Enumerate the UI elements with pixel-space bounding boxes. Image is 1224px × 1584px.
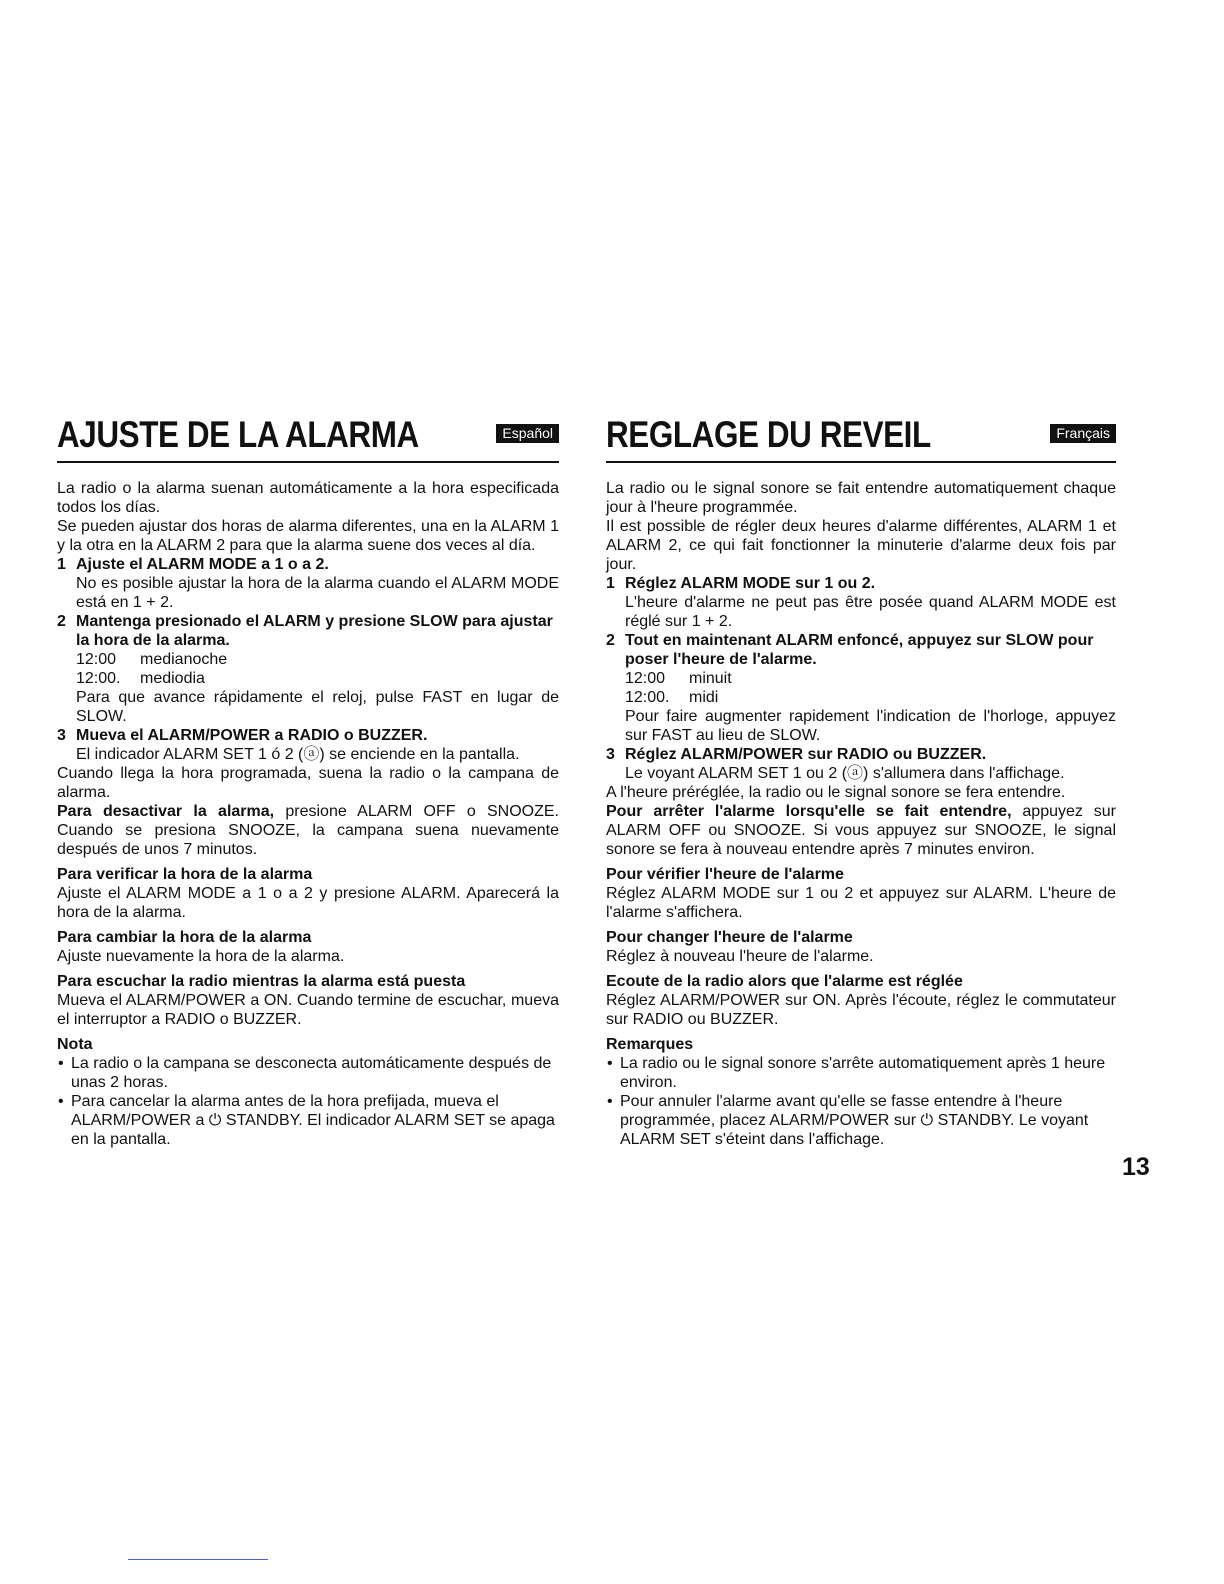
page-title: REGLAGE DU REVEIL <box>606 414 931 455</box>
section-header <box>606 412 1116 463</box>
page-number: 13 <box>1122 1153 1150 1181</box>
deactivate-text: presione ALARM OFF o SNOOZE. Cuando se presiona SNOOZE, la campana suena nuevamente después de unos 7 minutos. <box>57 803 560 858</box>
time-label: mediodia <box>140 670 205 687</box>
step-heading: Réglez ALARM MODE sur 1 ou 2. <box>625 575 876 592</box>
step-text: No es posible ajustar la hora de la alarma cuando el ALARM MODE está en 1 + 2. <box>76 575 559 611</box>
time-label: minuit <box>689 670 732 687</box>
language-badge: Español <box>496 424 559 443</box>
step-3 <box>57 726 559 764</box>
change-text: Ajuste nuevamente la hora de la alarma. <box>57 948 345 965</box>
step-text: El indicador ALARM SET 1 ó 2 (ⓐ) se enciende en la pantalla. <box>76 746 520 763</box>
step-text: L'heure d'alarme ne peut pas être posée quand ALARM MODE est réglé sur 1 + 2. <box>625 594 1116 630</box>
spanish-column <box>57 412 559 1149</box>
time-row <box>606 688 1116 707</box>
after-paragraph: Cuando llega la hora programada, suena la radio o la campana de alarma. <box>57 765 559 801</box>
time-row <box>606 669 1116 688</box>
section-body <box>606 479 1116 1149</box>
intro-paragraph: La radio ou le signal sonore se fait entendre automatiquement chaque jour à l'heure programmée. <box>606 480 1116 516</box>
step-2 <box>57 612 559 726</box>
step-3 <box>606 745 1116 783</box>
notes-list <box>57 1054 559 1149</box>
verify-text: Ajuste el ALARM MODE a 1 o a 2 y presione ALARM. Aparecerá la hora de la alarma. <box>57 885 559 921</box>
deactivate-heading: Para desactivar la alarma, <box>57 803 275 820</box>
step-heading: Ajuste el ALARM MODE a 1 o a 2. <box>76 556 329 573</box>
step-1 <box>606 574 1116 631</box>
step-text: Le voyant ALARM SET 1 ou 2 (ⓐ) s'allumera dans l'affichage. <box>625 765 1065 782</box>
step-number: 3 <box>606 746 615 763</box>
after-paragraph: A l'heure préréglée, la radio ou le signal sonore se fera entendre. <box>606 784 1066 801</box>
change-heading: Para cambiar la hora de la alarma <box>57 929 312 946</box>
step-2 <box>606 631 1116 745</box>
language-badge: Français <box>1050 424 1116 443</box>
notes-list <box>606 1054 1116 1149</box>
listen-heading: Ecoute de la radio alors que l'alarme est réglée <box>606 973 963 990</box>
listen-heading: Para escuchar la radio mientras la alarma está puesta <box>57 973 466 990</box>
change-text: Réglez à nouveau l'heure de l'alarme. <box>606 948 874 965</box>
page-title: AJUSTE DE LA ALARMA <box>57 414 419 455</box>
step-number: 2 <box>606 632 615 649</box>
time-row <box>57 669 559 688</box>
french-column <box>606 412 1116 1149</box>
change-heading: Pour changer l'heure de l'alarme <box>606 929 853 946</box>
step-heading: Réglez ALARM/POWER sur RADIO ou BUZZER. <box>625 746 987 763</box>
time-value: 12:00 <box>625 670 666 687</box>
listen-text: Mueva el ALARM/POWER a ON. Cuando termine de escuchar, mueva el interruptor a RADIO o BUZZER. <box>57 992 559 1028</box>
deactivate-text: appuyez sur ALARM OFF ou SNOOZE. Si vous appuyez sur SNOOZE, le signal sonore se fera à nouveau entendre après 7 minutes environ. <box>606 803 1117 858</box>
verify-text: Réglez ALARM MODE sur 1 ou 2 et appuyez sur ALARM. L'heure de l'alarme s'affichera. <box>606 885 1116 921</box>
deactivate-paragraph <box>57 802 559 859</box>
step-heading: Tout en maintenant ALARM enfoncé, appuyez sur SLOW pour poser l'heure de l'alarme. <box>625 632 1094 668</box>
note-item: • La radio ou le signal sonore s'arrête automatiquement après 1 heure environ. <box>606 1054 1116 1092</box>
intro-paragraph: Se pueden ajustar dos horas de alarma diferentes, una en la ALARM 1 y la otra en la ALARM 2 para que la alarma suene dos veces al día. <box>57 518 559 554</box>
time-label: medianoche <box>140 651 228 668</box>
section-header <box>57 412 559 463</box>
step-number: 1 <box>606 575 615 592</box>
time-row <box>57 650 559 669</box>
step-heading: Mantenga presionado el ALARM y presione SLOW para ajustar la hora de la alarma. <box>76 613 553 649</box>
step-text: Para que avance rápidamente el reloj, pulse FAST en lugar de SLOW. <box>76 689 559 725</box>
deactivate-heading: Pour arrêter l'alarme lorsqu'elle se fait entendre, <box>606 803 1012 820</box>
step-number: 2 <box>57 613 66 630</box>
time-value: 12:00 <box>76 651 117 668</box>
note-heading: Remarques <box>606 1036 694 1053</box>
deactivate-paragraph <box>606 802 1116 859</box>
note-item: • Para cancelar la alarma antes de la hora prefijada, mueva el ALARM/POWER a ⏻ STANDBY. El indicador ALARM SET se apaga en la pantalla. <box>57 1092 559 1149</box>
intro-paragraph: La radio o la alarma suenan automáticamente a la hora especificada todos los días. <box>57 480 559 516</box>
listen-text: Réglez ALARM/POWER sur ON. Après l'écoute, réglez le commutateur sur RADIO ou BUZZER. <box>606 992 1116 1028</box>
verify-heading: Pour vérifier l'heure de l'alarme <box>606 866 844 883</box>
footer-rule <box>128 1559 268 1560</box>
section-body <box>57 479 559 1149</box>
note-item: • Pour annuler l'alarme avant qu'elle se fasse entendre à l'heure programmée, placez ALARM/POWER sur ⏻ STANDBY. Le voyant ALARM SET s'éteint dans l'affichage. <box>606 1092 1116 1149</box>
step-1 <box>57 555 559 612</box>
step-number: 3 <box>57 727 66 744</box>
time-value: 12:00. <box>76 670 121 687</box>
note-item: • La radio o la campana se desconecta automáticamente después de unas 2 horas. <box>57 1054 559 1092</box>
step-number: 1 <box>57 556 66 573</box>
time-value: 12:00. <box>625 689 670 706</box>
verify-heading: Para verificar la hora de la alarma <box>57 866 313 883</box>
step-heading: Mueva el ALARM/POWER a RADIO o BUZZER. <box>76 727 428 744</box>
note-heading: Nota <box>57 1036 93 1053</box>
time-label: midi <box>689 689 719 706</box>
intro-paragraph: Il est possible de régler deux heures d'alarme différentes, ALARM 1 et ALARM 2, ce qui fait fonctionner la minuterie d'alarme deux fois par jour. <box>606 518 1116 573</box>
step-text: Pour faire augmenter rapidement l'indication de l'horloge, appuyez sur FAST au lieu de SLOW. <box>625 708 1116 744</box>
